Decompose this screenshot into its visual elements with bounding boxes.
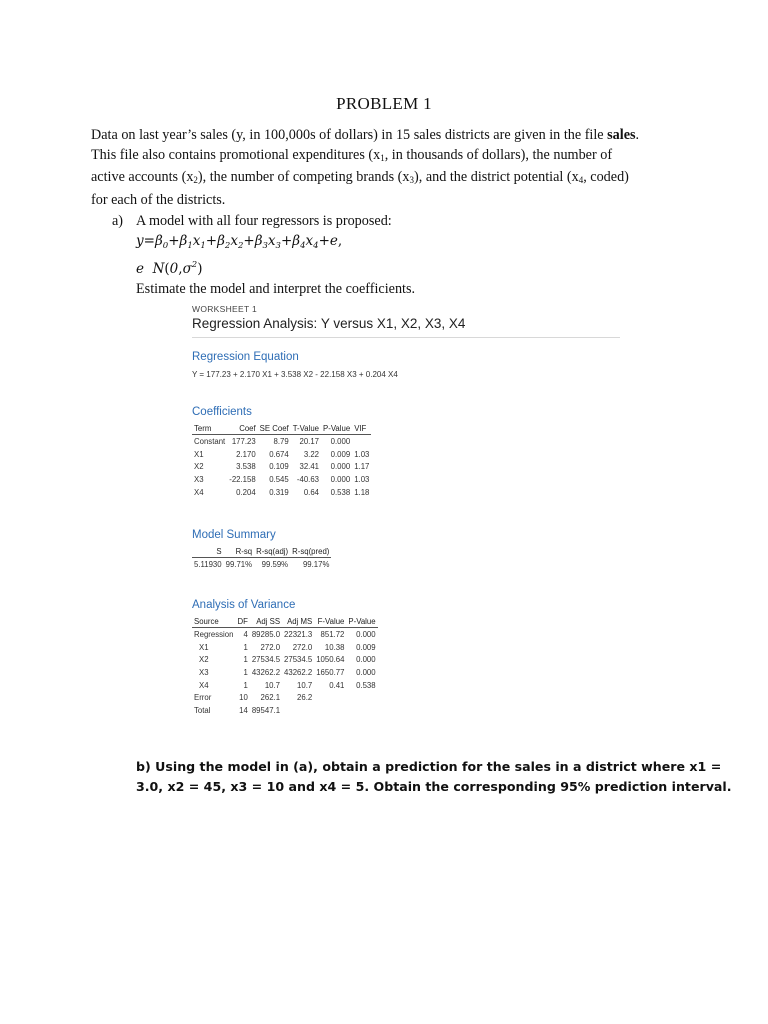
model-summary-section: [192, 529, 331, 571]
col-term: Term: [192, 424, 227, 435]
part-b: [136, 757, 732, 797]
intro-line-3: active accounts $(x_2)$, the number of competing brands $(x_3)$, and the district potential ($x_4$, coded): [91, 169, 629, 185]
regression-equation-text: Y = 177.23 + 2.170 X1 + 3.538 X2 - 22.158 X3 + 0.204 X4: [192, 370, 398, 379]
col-s: S: [192, 547, 224, 558]
worksheet-divider: [192, 337, 620, 338]
table-row: X3 -22.158 0.545 -40.63 0.000 1.03: [194, 474, 370, 484]
table-header-row: [192, 424, 371, 435]
col-adj-ms: Adj MS: [282, 617, 314, 628]
table-row: 5.11930 99.71% 99.59% 99.17%: [194, 559, 330, 569]
col-f-value: F-Value: [314, 617, 346, 628]
regression-equation-section: [192, 351, 398, 379]
intro-line-2: This file also contains promotional expenditures ($x_1$, in thousands of dollars), the number of: [91, 146, 613, 163]
table-row: X1 1 272.0 272.0 10.38 0.009: [199, 642, 376, 652]
table-header-row: [192, 547, 331, 558]
intro-line-1: Data on last year’s sales (y, in 100,000s of dollars) in 15 sales districts are given in the file sales.: [91, 127, 640, 143]
intro-line-4: for each of the districts.: [91, 191, 226, 208]
page-title: PROBLEM 1: [336, 94, 432, 113]
table-row: Total 14 89547.1: [194, 705, 281, 715]
table-row: X3 1 43262.2 43262.2 1650.77 0.000: [199, 667, 376, 677]
model-equation: $y=\beta_0+\beta_1x_1+\beta_2x_2+\beta_3x_3+\beta_4x_4+e$,: [136, 232, 343, 251]
table-row: X1 2.170 0.674 3.22 0.009 1.03: [194, 449, 370, 459]
sales-file-name: sales: [607, 127, 636, 143]
table-row: X4 0.204 0.319 0.64 0.538 1.18: [194, 487, 370, 497]
part-a-task: Estimate the model and interpret the coefficients.: [136, 280, 416, 297]
part-b-line-1: b) Using the model in (a), obtain a prediction for the sales in a district where x1 =: [136, 759, 722, 774]
col-t-value: T-Value: [292, 424, 320, 433]
col-se-coef: SE Coef: [259, 424, 289, 433]
col-source: Source: [192, 617, 235, 628]
regression-equation-heading: Regression Equation: [192, 351, 299, 363]
col-r-sq-pred: R-sq(pred): [292, 547, 330, 556]
error-distribution: e $N(0,\sigma^2)$: [136, 260, 203, 277]
coefficients-section: [192, 406, 371, 498]
intro-paragraph: [91, 126, 691, 210]
table-row: X2 1 27534.5 27534.5 1050.64 0.000: [199, 655, 376, 665]
part-a-marker: a): [112, 213, 124, 229]
table-row: Constant 177.23 8.79 20.17 0.000: [194, 436, 351, 446]
col-p-value: P-Value: [323, 424, 351, 433]
part-b-line-2: 3.0, x2 = 45, x3 = 10 and x4 = 5. Obtain the corresponding 95% prediction interval.: [136, 779, 732, 794]
col-vif: VIF: [352, 424, 371, 435]
part-a-prompt: A model with all four regressors is proposed:: [136, 213, 392, 229]
col-r-sq: R-sq: [224, 547, 254, 558]
table-header-row: [192, 617, 378, 628]
table-row: Regression 4 89285.0 22321.3 851.72 0.000: [194, 629, 376, 639]
anova-section: [192, 599, 378, 717]
coefficients-heading: Coefficients: [192, 406, 252, 418]
table-row: X2 3.538 0.109 32.41 0.000 1.17: [194, 462, 370, 472]
worksheet-title: Regression Analysis: Y versus X1, X2, X3, X4: [192, 316, 466, 331]
minitab-worksheet: [192, 304, 622, 715]
anova-heading: Analysis of Variance: [192, 599, 296, 611]
col-adj-ss: Adj SS: [250, 617, 282, 628]
coefficients-table: [192, 424, 371, 498]
model-summary-heading: Model Summary: [192, 529, 276, 541]
part-a-body: [136, 212, 656, 299]
col-df: DF: [237, 617, 248, 626]
table-row: Error 10 262.1 26.2: [194, 693, 313, 703]
col-r-sq-adj: R-sq(adj): [256, 547, 289, 556]
table-row: X4 1 10.7 10.7 0.41 0.538: [199, 680, 376, 690]
worksheet-label: WORKSHEET 1: [192, 304, 258, 314]
anova-table: [192, 617, 378, 717]
col-p-value: P-Value: [348, 617, 376, 626]
model-summary-table: [192, 547, 331, 571]
col-coef: Coef: [227, 424, 257, 435]
